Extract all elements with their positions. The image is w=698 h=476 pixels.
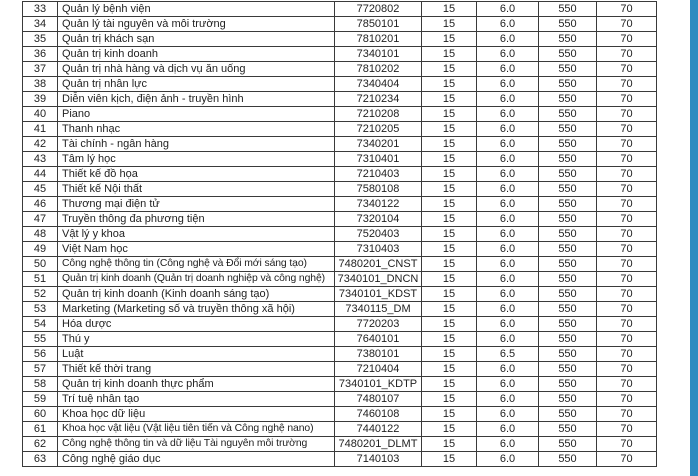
major-code-cell: 7340101_KDTP [335, 377, 422, 392]
table-row [23, 257, 657, 272]
table-row [23, 62, 657, 77]
row-number-cell: 49 [23, 242, 58, 257]
fee-cell: 550 [539, 17, 597, 32]
major-name-cell: Quản trị kinh doanh (Quản trị doanh nghiệp và công nghệ) [58, 272, 335, 287]
major-code-cell: 7340115_DM [335, 302, 422, 317]
quota-cell: 15 [422, 377, 477, 392]
major-name-cell: Piano [58, 107, 335, 122]
table-row [23, 347, 657, 362]
fee-cell: 550 [539, 257, 597, 272]
major-name-cell: Tài chính - ngân hàng [58, 137, 335, 152]
table-row [23, 227, 657, 242]
table-row [23, 197, 657, 212]
major-name-cell: Thú y [58, 332, 335, 347]
table-row [23, 272, 657, 287]
major-name-cell: Quản trị kinh doanh (Kinh doanh sáng tạo) [58, 287, 335, 302]
score-cell: 6.0 [477, 392, 539, 407]
table-row [23, 377, 657, 392]
quota-cell: 15 [422, 107, 477, 122]
quota-cell: 15 [422, 257, 477, 272]
value-cell: 70 [597, 362, 657, 377]
score-cell: 6.0 [477, 212, 539, 227]
score-cell: 6.0 [477, 62, 539, 77]
row-number-cell: 39 [23, 92, 58, 107]
row-number-cell: 54 [23, 317, 58, 332]
major-code-cell: 7640101 [335, 332, 422, 347]
score-cell: 6.0 [477, 272, 539, 287]
quota-cell: 15 [422, 392, 477, 407]
row-number-cell: 51 [23, 272, 58, 287]
row-number-cell: 45 [23, 182, 58, 197]
row-number-cell: 57 [23, 362, 58, 377]
value-cell: 70 [597, 32, 657, 47]
row-number-cell: 55 [23, 332, 58, 347]
fee-cell: 550 [539, 287, 597, 302]
table-row [23, 77, 657, 92]
major-code-cell: 7850101 [335, 17, 422, 32]
major-code-cell: 7310401 [335, 152, 422, 167]
value-cell: 70 [597, 167, 657, 182]
major-name-cell: Truyền thông đa phương tiện [58, 212, 335, 227]
page-edge-accent-bar [690, 0, 698, 476]
value-cell: 70 [597, 407, 657, 422]
major-code-cell: 7140103 [335, 452, 422, 467]
fee-cell: 550 [539, 32, 597, 47]
row-number-cell: 46 [23, 197, 58, 212]
row-number-cell: 48 [23, 227, 58, 242]
major-code-cell: 7210205 [335, 122, 422, 137]
value-cell: 70 [597, 317, 657, 332]
fee-cell: 550 [539, 2, 597, 17]
value-cell: 70 [597, 152, 657, 167]
fee-cell: 550 [539, 332, 597, 347]
quota-cell: 15 [422, 182, 477, 197]
row-number-cell: 34 [23, 17, 58, 32]
table-row [23, 32, 657, 47]
score-cell: 6.0 [477, 287, 539, 302]
row-number-cell: 56 [23, 347, 58, 362]
row-number-cell: 44 [23, 167, 58, 182]
quota-cell: 15 [422, 227, 477, 242]
major-name-cell: Thiết kế thời trang [58, 362, 335, 377]
quota-cell: 15 [422, 302, 477, 317]
value-cell: 70 [597, 47, 657, 62]
major-code-cell: 7480107 [335, 392, 422, 407]
quota-cell: 15 [422, 332, 477, 347]
quota-cell: 15 [422, 362, 477, 377]
row-number-cell: 43 [23, 152, 58, 167]
major-code-cell: 7480201_CNST [335, 257, 422, 272]
major-code-cell: 7310403 [335, 242, 422, 257]
table-row [23, 302, 657, 317]
score-cell: 6.0 [477, 377, 539, 392]
value-cell: 70 [597, 2, 657, 17]
major-code-cell: 7580108 [335, 182, 422, 197]
fee-cell: 550 [539, 317, 597, 332]
table-row [23, 17, 657, 32]
major-name-cell: Quản lý tài nguyên và môi trường [58, 17, 335, 32]
value-cell: 70 [597, 422, 657, 437]
value-cell: 70 [597, 377, 657, 392]
score-cell: 6.0 [477, 2, 539, 17]
major-code-cell: 7480201_DLMT [335, 437, 422, 452]
table-row [23, 212, 657, 227]
major-name-cell: Marketing (Marketing số và truyền thông xã hội) [58, 302, 335, 317]
major-code-cell: 7460108 [335, 407, 422, 422]
row-number-cell: 63 [23, 452, 58, 467]
major-name-cell: Thiết kế Nội thất [58, 182, 335, 197]
fee-cell: 550 [539, 62, 597, 77]
table-row [23, 422, 657, 437]
fee-cell: 550 [539, 167, 597, 182]
major-code-cell: 7340101_DNCN [335, 272, 422, 287]
major-name-cell: Tâm lý học [58, 152, 335, 167]
value-cell: 70 [597, 77, 657, 92]
quota-cell: 15 [422, 347, 477, 362]
score-cell: 6.0 [477, 317, 539, 332]
score-cell: 6.0 [477, 167, 539, 182]
major-code-cell: 7210403 [335, 167, 422, 182]
major-name-cell: Trí tuệ nhân tạo [58, 392, 335, 407]
value-cell: 70 [597, 17, 657, 32]
row-number-cell: 50 [23, 257, 58, 272]
score-cell: 6.0 [477, 437, 539, 452]
row-number-cell: 41 [23, 122, 58, 137]
major-name-cell: Công nghệ thông tin và dữ liệu Tài nguyên môi trường [58, 437, 335, 452]
row-number-cell: 58 [23, 377, 58, 392]
fee-cell: 550 [539, 182, 597, 197]
fee-cell: 550 [539, 77, 597, 92]
major-code-cell: 7440122 [335, 422, 422, 437]
fee-cell: 550 [539, 92, 597, 107]
admissions-table-container [22, 1, 657, 467]
fee-cell: 550 [539, 407, 597, 422]
score-cell: 6.0 [477, 332, 539, 347]
quota-cell: 15 [422, 32, 477, 47]
fee-cell: 550 [539, 227, 597, 242]
value-cell: 70 [597, 182, 657, 197]
fee-cell: 550 [539, 362, 597, 377]
major-code-cell: 7340101_KDST [335, 287, 422, 302]
row-number-cell: 38 [23, 77, 58, 92]
score-cell: 6.0 [477, 227, 539, 242]
table-row [23, 92, 657, 107]
quota-cell: 15 [422, 437, 477, 452]
score-cell: 6.0 [477, 452, 539, 467]
quota-cell: 15 [422, 317, 477, 332]
major-code-cell: 7320104 [335, 212, 422, 227]
score-cell: 6.0 [477, 32, 539, 47]
fee-cell: 550 [539, 197, 597, 212]
value-cell: 70 [597, 62, 657, 77]
fee-cell: 550 [539, 137, 597, 152]
fee-cell: 550 [539, 212, 597, 227]
fee-cell: 550 [539, 377, 597, 392]
quota-cell: 15 [422, 197, 477, 212]
major-code-cell: 7810201 [335, 32, 422, 47]
value-cell: 70 [597, 347, 657, 362]
row-number-cell: 59 [23, 392, 58, 407]
major-name-cell: Thanh nhạc [58, 122, 335, 137]
score-cell: 6.5 [477, 347, 539, 362]
value-cell: 70 [597, 302, 657, 317]
value-cell: 70 [597, 92, 657, 107]
table-row [23, 107, 657, 122]
score-cell: 6.0 [477, 17, 539, 32]
quota-cell: 15 [422, 152, 477, 167]
fee-cell: 550 [539, 47, 597, 62]
quota-cell: 15 [422, 122, 477, 137]
major-code-cell: 7520403 [335, 227, 422, 242]
value-cell: 70 [597, 197, 657, 212]
value-cell: 70 [597, 392, 657, 407]
table-row [23, 47, 657, 62]
major-code-cell: 7380101 [335, 347, 422, 362]
value-cell: 70 [597, 212, 657, 227]
table-row [23, 317, 657, 332]
table-row [23, 137, 657, 152]
fee-cell: 550 [539, 302, 597, 317]
row-number-cell: 60 [23, 407, 58, 422]
fee-cell: 550 [539, 272, 597, 287]
table-row [23, 452, 657, 467]
major-code-cell: 7210234 [335, 92, 422, 107]
quota-cell: 15 [422, 17, 477, 32]
score-cell: 6.0 [477, 152, 539, 167]
table-row [23, 392, 657, 407]
score-cell: 6.0 [477, 257, 539, 272]
quota-cell: 15 [422, 272, 477, 287]
fee-cell: 550 [539, 122, 597, 137]
major-code-cell: 7340122 [335, 197, 422, 212]
major-code-cell: 7340404 [335, 77, 422, 92]
major-name-cell: Quản trị nhà hàng và dịch vụ ăn uống [58, 62, 335, 77]
major-code-cell: 7340101 [335, 47, 422, 62]
row-number-cell: 37 [23, 62, 58, 77]
score-cell: 6.0 [477, 182, 539, 197]
table-body [23, 2, 657, 467]
fee-cell: 550 [539, 242, 597, 257]
major-code-cell: 7720802 [335, 2, 422, 17]
row-number-cell: 33 [23, 2, 58, 17]
table-row [23, 152, 657, 167]
quota-cell: 15 [422, 47, 477, 62]
score-cell: 6.0 [477, 77, 539, 92]
major-name-cell: Công nghệ giáo dục [58, 452, 335, 467]
row-number-cell: 52 [23, 287, 58, 302]
fee-cell: 550 [539, 152, 597, 167]
major-name-cell: Luật [58, 347, 335, 362]
fee-cell: 550 [539, 452, 597, 467]
row-number-cell: 62 [23, 437, 58, 452]
major-name-cell: Quản lý bệnh viện [58, 2, 335, 17]
quota-cell: 15 [422, 62, 477, 77]
quota-cell: 15 [422, 287, 477, 302]
score-cell: 6.0 [477, 122, 539, 137]
row-number-cell: 40 [23, 107, 58, 122]
score-cell: 6.0 [477, 92, 539, 107]
row-number-cell: 42 [23, 137, 58, 152]
major-name-cell: Quản trị nhân lực [58, 77, 335, 92]
table-row [23, 332, 657, 347]
major-name-cell: Khoa học dữ liệu [58, 407, 335, 422]
major-name-cell: Thiết kế đồ họa [58, 167, 335, 182]
major-name-cell: Công nghệ thông tin (Công nghệ và Đổi mới sáng tạo) [58, 257, 335, 272]
major-name-cell: Vật lý y khoa [58, 227, 335, 242]
table-row [23, 287, 657, 302]
table-row [23, 182, 657, 197]
major-name-cell: Quản trị khách sạn [58, 32, 335, 47]
quota-cell: 15 [422, 167, 477, 182]
table-row [23, 242, 657, 257]
value-cell: 70 [597, 272, 657, 287]
value-cell: 70 [597, 332, 657, 347]
quota-cell: 15 [422, 212, 477, 227]
major-name-cell: Khoa học vật liệu (Vật liệu tiên tiến và Công nghệ nano) [58, 422, 335, 437]
quota-cell: 15 [422, 2, 477, 17]
quota-cell: 15 [422, 242, 477, 257]
row-number-cell: 35 [23, 32, 58, 47]
major-name-cell: Thương mại điện tử [58, 197, 335, 212]
quota-cell: 15 [422, 422, 477, 437]
major-name-cell: Diễn viên kịch, điện ảnh - truyền hình [58, 92, 335, 107]
table-row [23, 362, 657, 377]
fee-cell: 550 [539, 422, 597, 437]
table-row [23, 2, 657, 17]
score-cell: 6.0 [477, 107, 539, 122]
fee-cell: 550 [539, 107, 597, 122]
major-name-cell: Quản trị kinh doanh thực phẩm [58, 377, 335, 392]
table-row [23, 407, 657, 422]
value-cell: 70 [597, 137, 657, 152]
row-number-cell: 61 [23, 422, 58, 437]
table-row [23, 437, 657, 452]
major-code-cell: 7210404 [335, 362, 422, 377]
quota-cell: 15 [422, 77, 477, 92]
value-cell: 70 [597, 257, 657, 272]
row-number-cell: 47 [23, 212, 58, 227]
quota-cell: 15 [422, 452, 477, 467]
value-cell: 70 [597, 122, 657, 137]
row-number-cell: 36 [23, 47, 58, 62]
major-code-cell: 7340201 [335, 137, 422, 152]
fee-cell: 550 [539, 392, 597, 407]
value-cell: 70 [597, 452, 657, 467]
score-cell: 6.0 [477, 407, 539, 422]
score-cell: 6.0 [477, 137, 539, 152]
major-code-cell: 7810202 [335, 62, 422, 77]
table-row [23, 122, 657, 137]
admissions-table [22, 1, 657, 467]
score-cell: 6.0 [477, 197, 539, 212]
quota-cell: 15 [422, 92, 477, 107]
score-cell: 6.0 [477, 47, 539, 62]
score-cell: 6.0 [477, 242, 539, 257]
major-name-cell: Quản trị kinh doanh [58, 47, 335, 62]
fee-cell: 550 [539, 347, 597, 362]
value-cell: 70 [597, 437, 657, 452]
quota-cell: 15 [422, 407, 477, 422]
major-name-cell: Việt Nam học [58, 242, 335, 257]
value-cell: 70 [597, 287, 657, 302]
value-cell: 70 [597, 107, 657, 122]
quota-cell: 15 [422, 137, 477, 152]
value-cell: 70 [597, 227, 657, 242]
major-code-cell: 7210208 [335, 107, 422, 122]
score-cell: 6.0 [477, 302, 539, 317]
fee-cell: 550 [539, 437, 597, 452]
value-cell: 70 [597, 242, 657, 257]
major-name-cell: Hóa dược [58, 317, 335, 332]
major-code-cell: 7720203 [335, 317, 422, 332]
row-number-cell: 53 [23, 302, 58, 317]
score-cell: 6.0 [477, 362, 539, 377]
table-row [23, 167, 657, 182]
score-cell: 6.0 [477, 422, 539, 437]
